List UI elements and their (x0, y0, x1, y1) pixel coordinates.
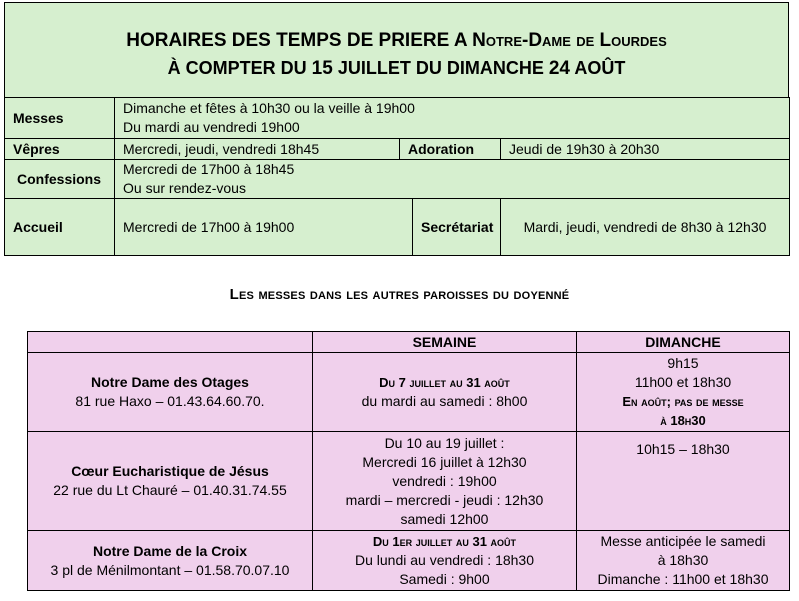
row-messes (5, 98, 790, 139)
parish-otages (28, 353, 313, 432)
confessions-label: Confessions (5, 160, 115, 199)
parish-row-otages (28, 353, 790, 432)
otages-sun-note2: à 18h30 (660, 413, 706, 428)
header-subtitle-day1: 15 (311, 58, 333, 79)
coeur-week-5: samedi 12h00 (400, 510, 489, 527)
otages-sun-2: 11h00 et 18h30 (634, 374, 732, 390)
header-parish-empty (28, 332, 313, 353)
parish-croix-sunday (577, 531, 790, 591)
parishes-header-row (28, 332, 790, 353)
parish-otages-week (313, 353, 577, 432)
parish-row-croix (28, 531, 790, 591)
croix-sun-1: Messe anticipée le samedi (600, 533, 766, 549)
header-title (5, 30, 788, 52)
header-title-church: Notre-Dame de Lourdes (472, 30, 667, 51)
croix-sun-2: à 18h30 (657, 552, 709, 568)
croix-week-period: Du 1er juillet au 31 août (372, 534, 517, 549)
messes-label: Messes (5, 98, 115, 139)
parish-croix (28, 531, 313, 591)
secretariat-label: Secrétariat (413, 199, 501, 256)
header-box (4, 2, 789, 99)
schedule-table (4, 97, 790, 256)
messes-times (115, 98, 790, 139)
vepres-label: Vêpres (5, 139, 115, 160)
confessions-times (115, 160, 790, 199)
adoration-label: Adoration (400, 139, 501, 160)
otages-sun-note1: En août; pas de messe (622, 394, 744, 409)
parish-coeur-name: Cœur Eucharistique de Jésus (71, 463, 269, 479)
coeur-week-4: mardi – mercredi - jeudi : 12h30 (345, 491, 544, 508)
header-semaine: SEMAINE (313, 332, 577, 353)
parish-otages-address: 81 rue Haxo – 01.43.64.60.70. (75, 393, 265, 409)
otages-week-period: Du 7 juillet au 31 août (379, 375, 510, 390)
accueil-label: Accueil (5, 199, 115, 256)
row-accueil (5, 199, 790, 256)
otages-sun-1: 9h15 (667, 355, 699, 371)
parish-croix-week (313, 531, 577, 591)
vepres-times: Mercredi, jeudi, vendredi 18h45 (115, 139, 400, 160)
header-subtitle-part2: JUILLET DU DIMANCHE (337, 58, 544, 78)
croix-sun-3: Dimanche : 11h00 et 18h30 (597, 571, 769, 587)
croix-week-1: Du lundi au vendredi : 18h30 (354, 552, 535, 568)
accueil-times: Mercredi de 17h00 à 19h00 (115, 199, 413, 256)
parishes-table (27, 331, 790, 591)
parish-coeur (28, 432, 313, 531)
parish-croix-name: Notre Dame de la Croix (92, 542, 248, 559)
header-subtitle-part1: À COMPTER DU (167, 58, 307, 78)
parish-otages-name: Notre Dame des Otages (91, 374, 249, 390)
parish-otages-sunday (577, 353, 790, 432)
parish-croix-address: 3 pl de Ménilmontant – 01.58.70.07.10 (50, 561, 290, 578)
coeur-week-2: Mercredi 16 juillet à 12h30 (362, 453, 527, 470)
header-subtitle (5, 58, 788, 80)
header-dimanche: DIMANCHE (577, 332, 790, 353)
parish-row-coeur (28, 432, 790, 531)
row-confessions (5, 160, 790, 199)
header-title-part1: HORAIRES DES TEMPS DE PRIERE A (126, 30, 467, 51)
messes-line1: Dimanche et fêtes à 10h30 ou la veille à 19h00 (123, 100, 415, 116)
row-vepres (5, 139, 790, 160)
coeur-sun-1: 10h15 – 18h30 (636, 441, 730, 457)
coeur-week-3: vendredi : 19h00 (392, 472, 497, 489)
header-subtitle-part3: AOÛT (574, 58, 626, 78)
adoration-times: Jeudi de 19h30 à 20h30 (501, 139, 790, 160)
parish-coeur-address: 22 rue du Lt Chauré – 01.40.31.74.55 (53, 482, 287, 498)
parish-coeur-week (313, 432, 577, 531)
coeur-week-1: Du 10 au 19 juillet : (384, 434, 505, 451)
confessions-line1: Mercredi de 17h00 à 18h45 (123, 161, 295, 177)
confessions-line2: Ou sur rendez-vous (123, 180, 246, 196)
secretariat-times: Mardi, jeudi, vendredi de 8h30 à 12h30 (501, 199, 790, 256)
section-title: Les messes dans les autres paroisses du doyenné (229, 286, 570, 303)
header-subtitle-day2: 24 (548, 58, 570, 79)
croix-week-2: Samedi : 9h00 (399, 571, 490, 587)
messes-line2: Du mardi au vendredi 19h00 (123, 119, 300, 135)
parish-coeur-sunday (577, 432, 790, 531)
otages-week-times: du mardi au samedi : 8h00 (361, 393, 528, 409)
